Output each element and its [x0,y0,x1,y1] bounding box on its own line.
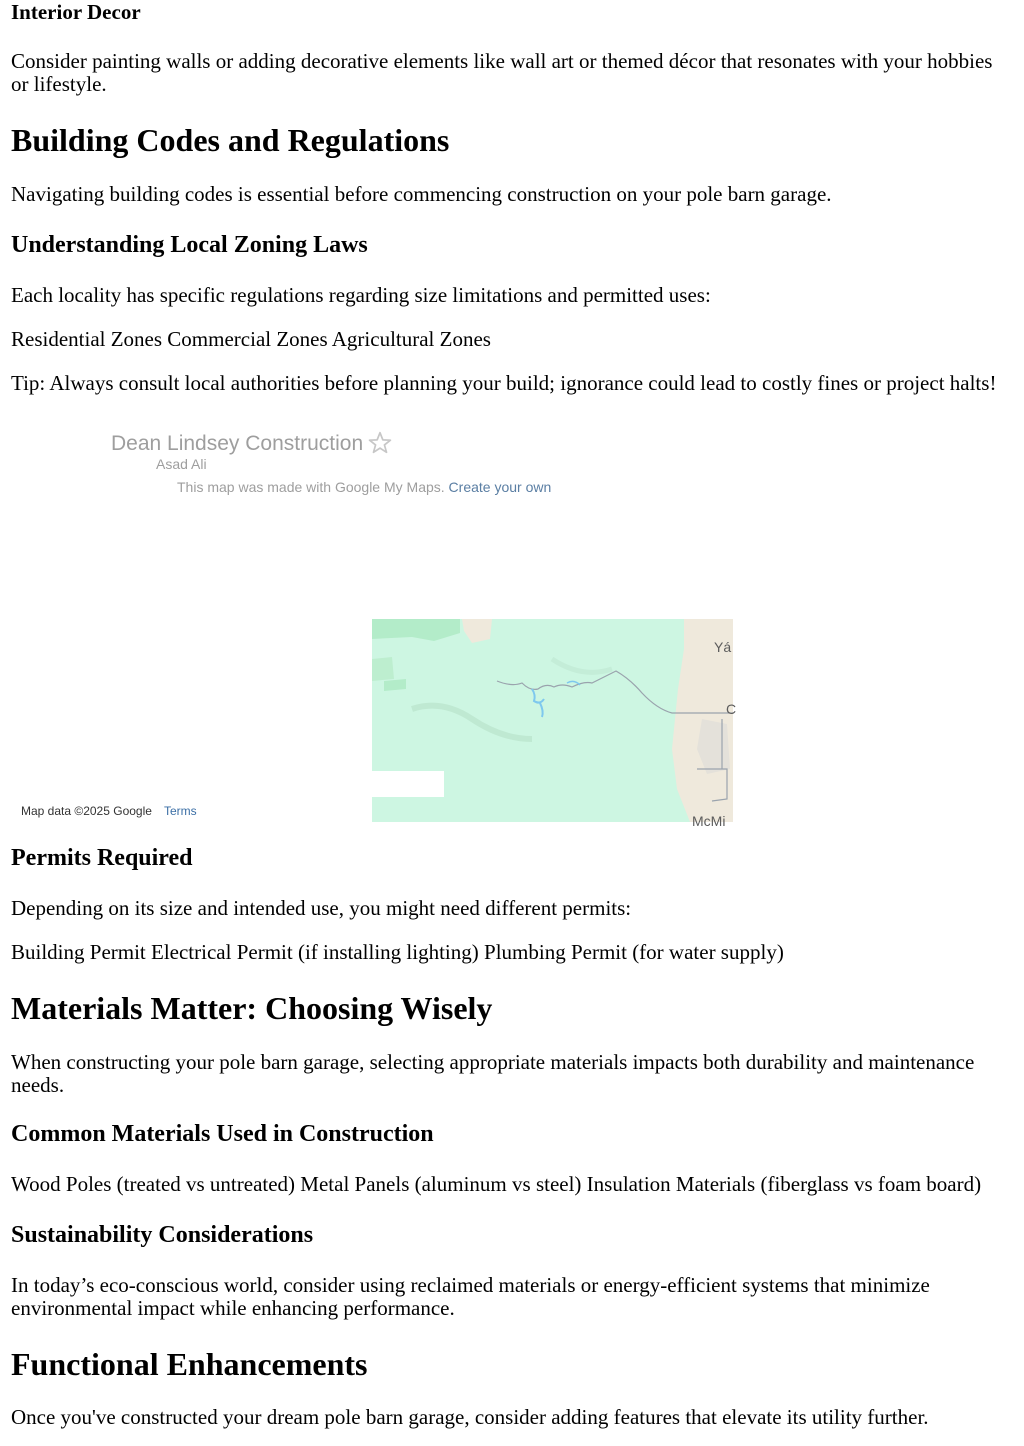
map-title[interactable]: Dean Lindsey Construction [111,432,364,455]
map-place-label: McMi [692,813,726,829]
functional-enhancements-heading: Functional Enhancements [11,1346,368,1382]
map-terrain [372,619,733,822]
common-materials-heading: Common Materials Used in Construction [11,1121,434,1147]
embedded-map[interactable] [11,418,1024,829]
map-place-label: Yá [714,639,732,655]
map-terms-link[interactable]: Terms [163,804,197,818]
permits-text: Depending on its size and intended use, you might need different permits: [11,896,632,920]
zoning-tip: Tip: Always consult local authorities before planning your build; ignorance could lead to costly fines or project halts! [11,371,997,395]
map-place-label: C [726,701,737,717]
common-materials-list: Wood Poles (treated vs untreated) Metal Panels (aluminum vs steel) Insulation Materials (fiberglass vs foam board) [11,1172,982,1196]
permits-list: Building Permit Electrical Permit (if installing lighting) Plumbing Permit (for water supply) [11,940,784,964]
map-footer [21,804,197,818]
map-credit [177,479,551,495]
zone-types-list: Residential Zones Commercial Zones Agricultural Zones [11,327,491,351]
functional-enhancements-text: Once you've constructed your dream pole barn garage, consider adding features that elevate its utility further. [11,1405,929,1429]
map-tile[interactable] [372,619,737,829]
star-outline-icon[interactable] [367,430,393,456]
zoning-laws-text: Each locality has specific regulations regarding size limitations and permitted uses: [11,283,711,307]
zoning-laws-heading: Understanding Local Zoning Laws [11,232,368,258]
create-your-own-link[interactable]: Create your own [448,479,552,495]
materials-heading: Materials Matter: Choosing Wisely [11,990,493,1026]
building-codes-heading: Building Codes and Regulations [11,122,450,158]
interior-decor-heading: Interior Decor [11,0,141,24]
map-author: Asad Ali [156,456,207,472]
interior-decor-text: Consider painting walls or adding decorative elements like wall art or themed décor that resonates with your hobbies or lifestyle. [11,49,993,96]
sustainability-text: In today’s eco-conscious world, consider using reclaimed materials or energy-efficient systems that minimize environmental impact while enhancing performance. [11,1273,930,1320]
map-data-attribution: Map data ©2025 Google [21,804,152,818]
building-codes-intro: Navigating building codes is essential before commencing construction on your pole barn garage. [11,182,832,206]
sustainability-heading: Sustainability Considerations [11,1222,314,1248]
map-credit-text: This map was made with Google My Maps. [177,479,445,495]
materials-text: When constructing your pole barn garage, selecting appropriate materials impacts both durability and maintenance needs. [11,1050,975,1097]
permits-heading: Permits Required [11,845,193,871]
